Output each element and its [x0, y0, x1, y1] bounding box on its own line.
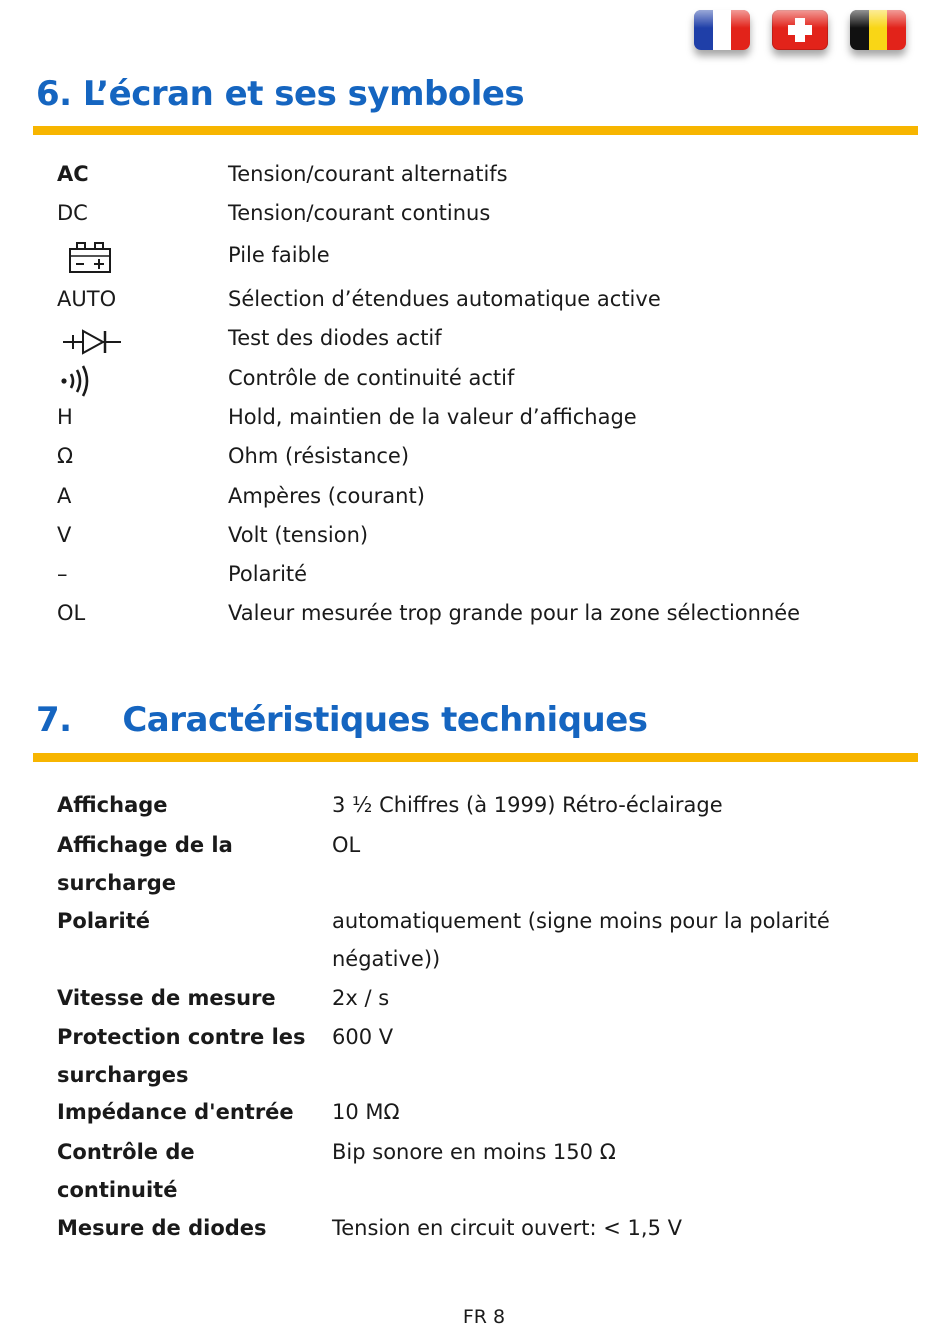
spec-label: Affichage: [57, 793, 168, 817]
symbol-description: Test des diodes actif: [228, 326, 442, 350]
symbol-row: [57, 484, 917, 516]
symbol-dc: DC: [57, 201, 88, 225]
diode-icon: [61, 328, 123, 361]
symbol-description: Sélection d’étendues automatique active: [228, 287, 661, 311]
symbol-description: Contrôle de continuité actif: [228, 366, 515, 390]
section-6-title-text: L’écran et ses symboles: [82, 74, 525, 114]
spec-label: Vitesse de mesure: [57, 986, 276, 1010]
symbol-description: Ohm (résistance): [228, 444, 410, 468]
continuity-sound-icon: [59, 364, 97, 403]
symbol-auto: AUTO: [57, 287, 117, 311]
spec-value: OL: [332, 833, 361, 857]
battery-icon: [68, 241, 112, 280]
spec-label: Polarité: [57, 909, 151, 933]
symbol-overload: OL: [57, 601, 86, 625]
symbol-row: [57, 201, 917, 233]
spec-value: automatiquement (signe moins pour la polarité négative)): [332, 909, 830, 971]
section-7-rule: [33, 753, 918, 762]
flags: [694, 10, 906, 50]
symbol-volt: V: [57, 523, 72, 547]
symbol-row: [57, 562, 917, 594]
symbol-row: [57, 287, 917, 319]
spec-value: 2x / s: [332, 986, 390, 1010]
spec-label: Contrôle de continuité: [57, 1140, 195, 1202]
section-6-number: 6.: [36, 74, 72, 114]
symbol-row: [57, 405, 917, 437]
section-7-title-text: Caractéristiques techniques: [122, 700, 648, 740]
symbol-hold: H: [57, 405, 73, 429]
symbol-description: Ampères (courant): [228, 484, 425, 508]
section-6-rule: [33, 126, 918, 135]
page-number: FR 8: [462, 1306, 506, 1328]
symbol-description: Volt (tension): [228, 523, 369, 547]
symbol-description: Polarité: [228, 562, 308, 586]
symbol-row: [57, 601, 917, 633]
spec-value: 3 ½ Chiffres (à 1999) Rétro-éclairage: [332, 793, 723, 817]
section-7-title: [36, 700, 648, 740]
symbol-ohm: Ω: [57, 444, 74, 468]
spec-value: 10 MΩ: [332, 1100, 400, 1124]
symbol-description: Pile faible: [228, 243, 330, 267]
symbol-description: Valeur mesurée trop grande pour la zone sélectionnée: [228, 601, 801, 625]
spec-label: Mesure de diodes: [57, 1216, 267, 1240]
flag-france-icon: [694, 10, 750, 50]
flag-switzerland-icon: [772, 10, 828, 50]
spec-value: 600 V: [332, 1025, 394, 1049]
symbol-polarity: –: [57, 562, 68, 586]
symbol-ac: AC: [57, 162, 89, 186]
symbol-description: Tension/courant alternatifs: [228, 162, 508, 186]
spec-label: Protection contre les surcharges: [57, 1025, 306, 1087]
spec-label: Impédance d'entrée: [57, 1100, 294, 1124]
symbol-ampere: A: [57, 484, 72, 508]
symbol-row: [57, 326, 917, 358]
section-7-number: 7.: [36, 700, 72, 740]
spec-value: Bip sonore en moins 150 Ω: [332, 1140, 616, 1164]
symbol-description: Hold, maintien de la valeur d’affichage: [228, 405, 637, 429]
symbol-row: [57, 162, 917, 194]
flag-belgium-icon: [850, 10, 906, 50]
section-6-title: [36, 74, 524, 114]
symbol-row: [57, 243, 917, 275]
symbol-row: [57, 366, 917, 398]
spec-label: Affichage de la surcharge: [57, 833, 233, 895]
symbol-description: Tension/courant continus: [228, 201, 491, 225]
symbol-row: [57, 444, 917, 476]
symbol-row: [57, 523, 917, 555]
spec-value: Tension en circuit ouvert: < 1,5 V: [332, 1216, 682, 1240]
